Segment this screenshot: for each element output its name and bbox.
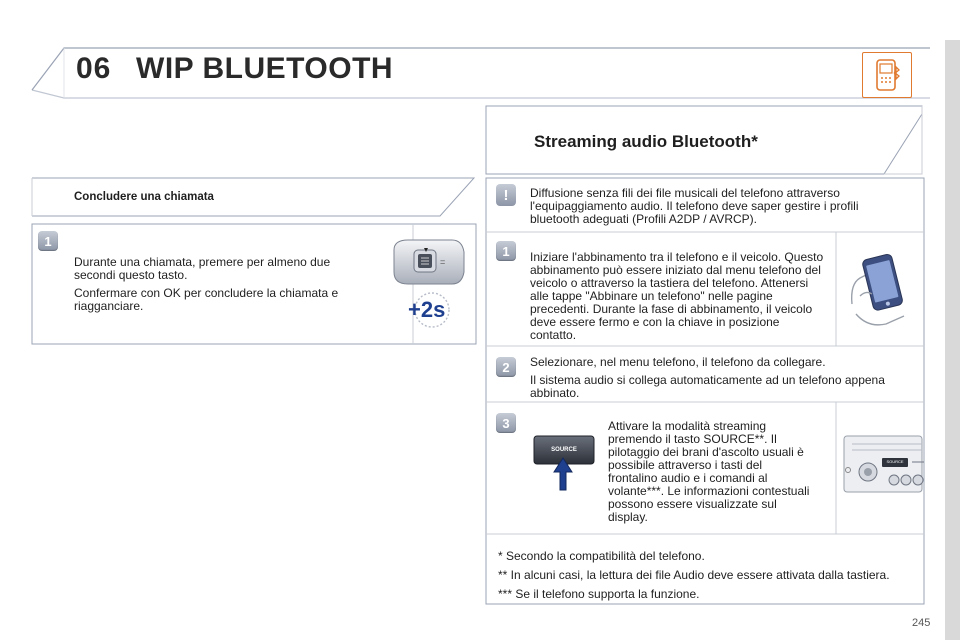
streaming-section-title: Streaming audio Bluetooth* bbox=[534, 132, 758, 151]
step-number-badge: 3 bbox=[496, 413, 516, 433]
hold-two-seconds-icon bbox=[404, 290, 456, 330]
footnotes bbox=[498, 550, 930, 607]
footnote-1: * Secondo la compatibilità del telefono. bbox=[498, 549, 705, 563]
hold-label: +2s bbox=[408, 297, 446, 322]
step-number-badge: 2 bbox=[496, 357, 516, 377]
select-phone-text: Selezionare, nel menu telefono, il telefono da collegare. bbox=[530, 355, 826, 369]
end-call-paragraph-1: Durante una chiamata, premere per almeno due secondi questo tasto. bbox=[74, 255, 331, 282]
footnote-3: *** Se il telefono supporta la funzione. bbox=[498, 587, 700, 601]
smartphone-in-hand-icon bbox=[846, 244, 916, 339]
page-number: 245 bbox=[912, 617, 931, 629]
pairing-instructions: Iniziare l'abbinamento tra il telefono e il veicolo. Questo abbinamento può essere iniziato dal menu telefono del veicolo o attraverso la tastiera del telefono. Attenersi alle tappe "Abbinare un telefono" nelle pagine precedenti. Durante la fase di abbinamento, il veicolo deve essere fermo e con la chiave in posizione contatto. bbox=[530, 250, 824, 342]
faceplate-source-label: SOURCE bbox=[886, 459, 904, 464]
select-phone-instructions bbox=[530, 356, 922, 405]
auto-connect-text: Il sistema audio si collega automaticamente ad un telefono appena abbinato. bbox=[530, 373, 885, 400]
source-button-with-arrow bbox=[528, 432, 600, 492]
step-number-badge: 1 bbox=[38, 231, 58, 251]
footnote-2: ** In alcuni casi, la lettura dei file Audio deve essere attivata dalla tastiera. bbox=[498, 568, 890, 582]
page-edge-rail bbox=[945, 40, 960, 640]
warning-icon: ! bbox=[496, 184, 516, 206]
chapter-title: WIP BLUETOOTH bbox=[136, 52, 394, 85]
source-button-label: SOURCE bbox=[551, 447, 577, 453]
audio-faceplate-icon bbox=[842, 434, 924, 494]
end-call-instructions bbox=[74, 256, 374, 318]
end-call-heading: Concludere una chiamata bbox=[74, 191, 214, 203]
bluetooth-phone-icon bbox=[862, 52, 912, 98]
chapter-number: 06 bbox=[76, 52, 112, 85]
end-call-paragraph-2: Confermare con OK per concludere la chiamata e riagganciare. bbox=[74, 286, 339, 313]
step-number-badge: 1 bbox=[496, 241, 516, 261]
streaming-note: Diffusione senza fili dei file musicali del telefono attraverso l'equipaggiamento audio. Il telefono deve saper gestire i profili bluetooth adeguati (Profili A2DP / AVRCP). bbox=[530, 186, 859, 226]
svg-text:=: = bbox=[440, 257, 446, 267]
streaming-mode-instructions: Attivare la modalità streaming premendo il tasto SOURCE**. Il pilotaggio dei brani d'ascolto usuali è possibile attraverso i tasti del frontalino audio e i comandi al volante***. Le informazioni contestuali possono essere visualizzate sul display. bbox=[608, 419, 810, 524]
